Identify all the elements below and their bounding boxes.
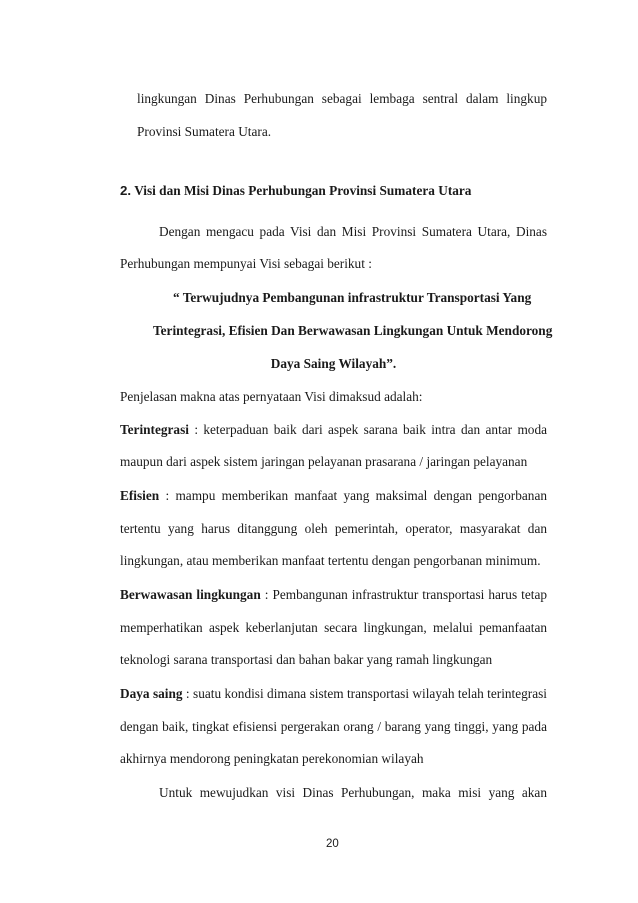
efisien-line-3: lingkungan, atau memberikan manfaat tertentu dengan pengorbanan minimum. bbox=[120, 553, 541, 568]
page-number: 20 bbox=[326, 838, 339, 850]
intro-line-2: Provinsi Sumatera Utara. bbox=[137, 124, 272, 139]
term-daya-saing: Daya saing bbox=[120, 686, 183, 701]
para1-line-1: Dengan mengacu pada Visi dan Misi Provinsi Sumatera Utara, Dinas bbox=[159, 224, 547, 239]
intro-line-1: lingkungan Dinas Perhubungan sebagai lembaga sentral dalam lingkup bbox=[137, 91, 547, 106]
efisien-line-1: Efisien : mampu memberikan manfaat yang maksimal dengan pengorbanan bbox=[120, 488, 547, 503]
vision-line-2: Terintegrasi, Efisien Dan Berwawasan Lingkungan Untuk Mendorong bbox=[153, 323, 553, 338]
section-title: Visi dan Misi Dinas Perhubungan Provinsi Sumatera Utara bbox=[134, 183, 472, 198]
daya-saing-line-3: akhirnya mendorong peningkatan perekonomian wilayah bbox=[120, 751, 424, 766]
term-terintegrasi: Terintegrasi bbox=[120, 422, 189, 437]
daya-saing-line-2: dengan baik, tingkat efisiensi pergerakan orang / barang yang tinggi, yang pada bbox=[120, 719, 547, 734]
section-number: 2. bbox=[120, 183, 132, 198]
term-efisien: Efisien bbox=[120, 488, 160, 503]
para1-line-2: Perhubungan mempunyai Visi sebagai berikut : bbox=[120, 256, 372, 271]
daya-saing-line-1: Daya saing : suatu kondisi dimana sistem transportasi wilayah telah terintegrasi bbox=[120, 686, 547, 701]
efisien-line-2: tertentu yang harus ditanggung oleh pemerintah, operator, masyarakat dan bbox=[120, 521, 547, 536]
vision-line-3: Daya Saing Wilayah”. bbox=[270, 356, 397, 371]
term-berwawasan: Berwawasan lingkungan bbox=[120, 587, 261, 602]
section-heading bbox=[120, 183, 471, 199]
terintegrasi-line-2: maupun dari aspek sistem jaringan pelayanan prasarana / jaringan pelayanan bbox=[120, 454, 528, 469]
berwawasan-line-1: Berwawasan lingkungan : Pembangunan infrastruktur transportasi harus tetap bbox=[120, 587, 547, 602]
closing-line: Untuk mewujudkan visi Dinas Perhubungan, maka misi yang akan bbox=[159, 785, 547, 800]
explain-intro: Penjelasan makna atas pernyataan Visi dimaksud adalah: bbox=[120, 389, 423, 404]
vision-line-1: “ Terwujudnya Pembangunan infrastruktur Transportasi Yang bbox=[173, 290, 532, 305]
terintegrasi-line-1: Terintegrasi : keterpaduan baik dari aspek sarana baik intra dan antar moda bbox=[120, 422, 547, 437]
berwawasan-line-3: teknologi sarana transportasi dan bahan bakar yang ramah lingkungan bbox=[120, 652, 493, 667]
berwawasan-line-2: memperhatikan aspek keberlanjutan secara lingkungan, melalui pemanfaatan bbox=[120, 620, 547, 635]
